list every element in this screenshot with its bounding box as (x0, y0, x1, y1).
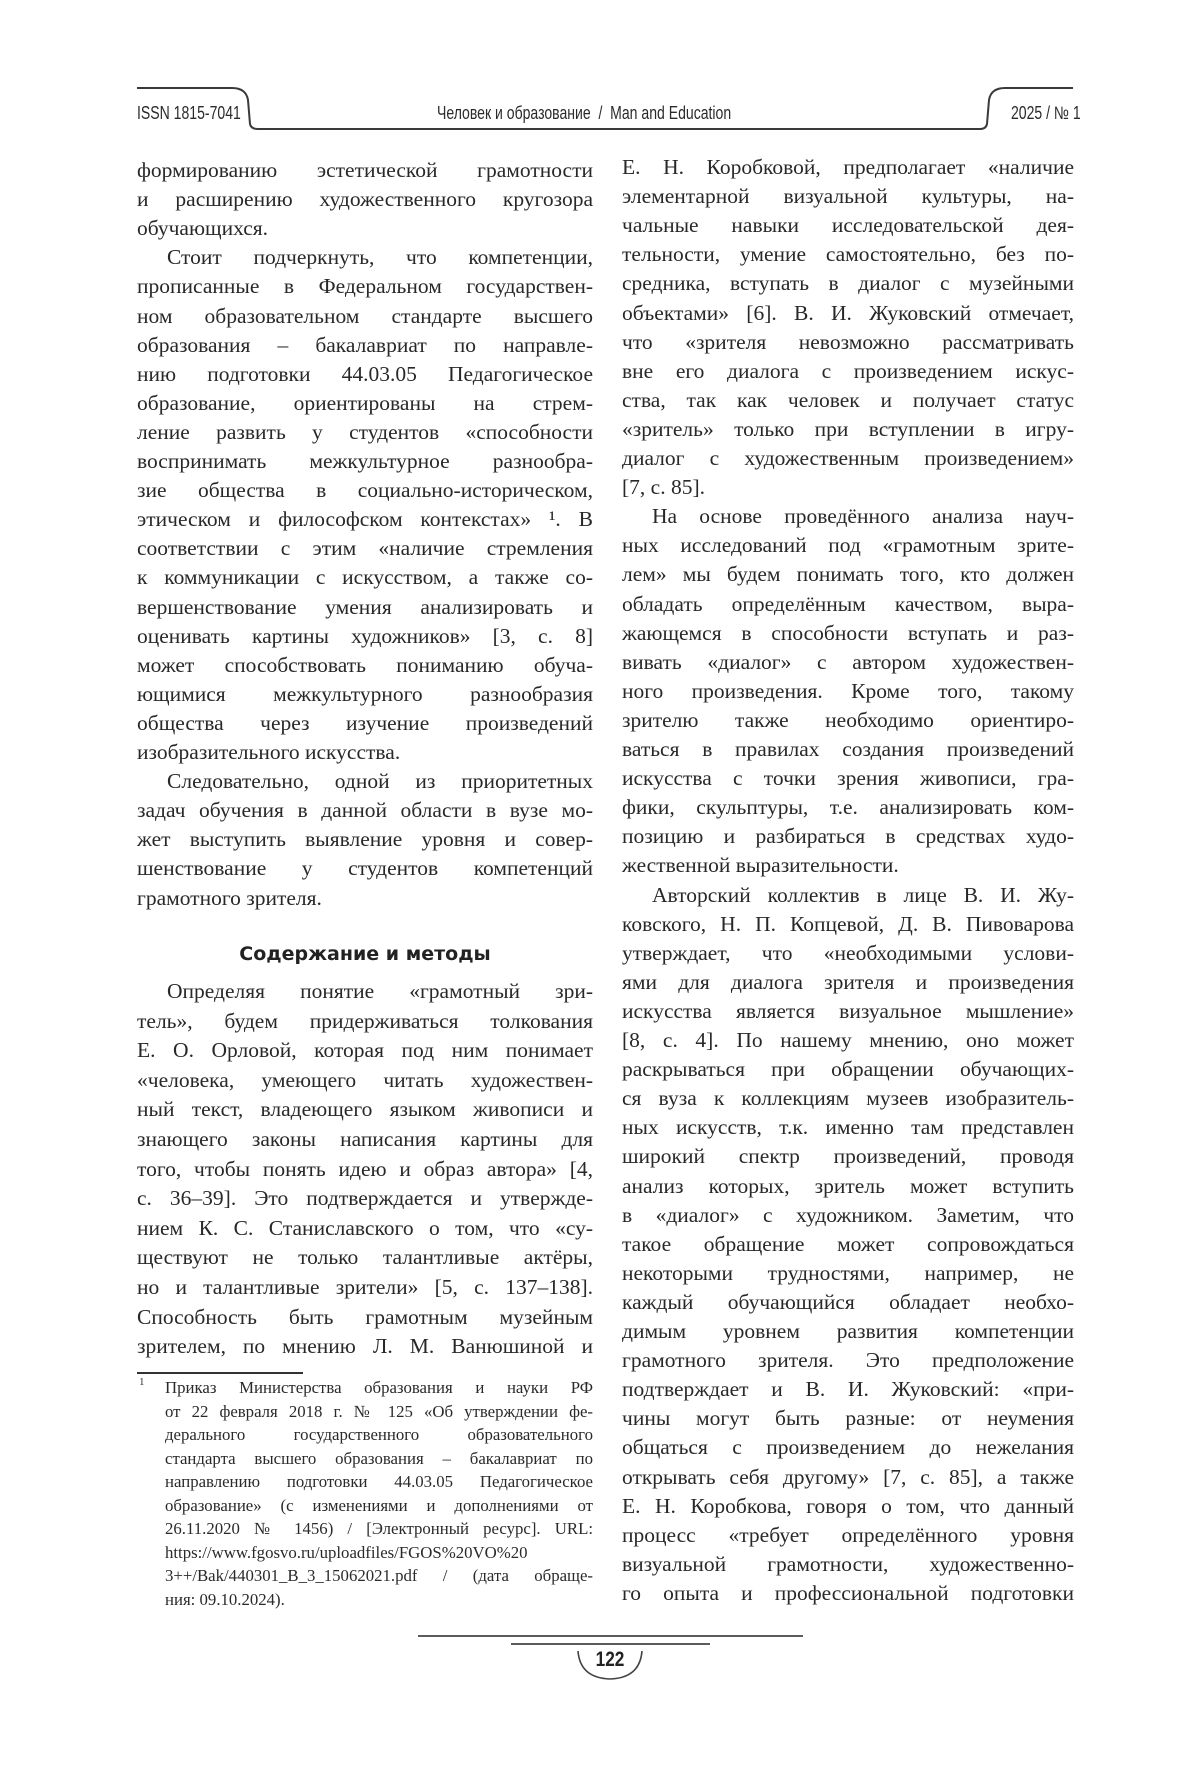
text-line: вне его диалога с произведением искус- (622, 357, 1074, 386)
text-line: ями для диалога зрителя и произведения (622, 968, 1074, 997)
text-line: зрителю также необходимо ориентиро- (622, 706, 1074, 735)
text-line: тель», будем придерживаться толкования (137, 1007, 593, 1036)
text-line: но и талантливые зрители» [5, с. 137–138]. (137, 1273, 593, 1302)
text-line: визуальной грамотности, художественно- (622, 1550, 1074, 1579)
text-line: шенствование у студентов компетенций (137, 854, 593, 883)
text-line: формированию эстетической грамотности (137, 156, 593, 185)
text-line: Определяя понятие «грамотный зри- (167, 977, 593, 1006)
footnote-line: ния: 09.10.2024). (165, 1588, 593, 1611)
text-line: и расширению художественного кругозора (137, 185, 593, 214)
text-line: Авторский коллектив в лице В. И. Жу- (652, 881, 1074, 910)
text-line: широкий спектр произведений, проводя (622, 1142, 1074, 1171)
text-line: чины могут быть разные: от неумения (622, 1404, 1074, 1433)
footnote-line: Приказ Министерства образования и науки РФ (165, 1376, 593, 1399)
text-line: димым уровнем развития компетенции (622, 1317, 1074, 1346)
text-line: с. 36–39]. Это подтверждается и утвержде- (137, 1184, 593, 1213)
text-line: нию подготовки 44.03.05 Педагогическое (137, 360, 593, 389)
text-line: грамотного зрителя. (137, 884, 593, 913)
text-line: изобразительного искусства. (137, 738, 593, 767)
text-line: На основе проведённого анализа науч- (652, 502, 1074, 531)
text-line: Е. Н. Коробковой, предполагает «наличие (622, 153, 1074, 182)
text-line: ного произведения. Кроме того, такому (622, 677, 1074, 706)
text-line: каждый обучающийся обладает необхо- (622, 1288, 1074, 1317)
text-line: [7, с. 85]. (622, 473, 1074, 502)
text-line: ся вуза к коллекциям музеев изобразитель- (622, 1084, 1074, 1113)
text-line: Е. О. Орловой, которая под ним понимает (137, 1036, 593, 1065)
text-line: ный текст, владеющего языком живописи и (137, 1095, 593, 1124)
text-line: вивать «диалог» с автором художествен- (622, 648, 1074, 677)
text-line: образования – бакалавриат по направле- (137, 331, 593, 360)
text-line: ваться в правилах создания произведений (622, 735, 1074, 764)
footnote-marker: 1 (139, 1376, 145, 1388)
footnote-line: образование» (с изменениями и дополнениями от (165, 1494, 593, 1517)
text-line: в «диалог» с художником. Заметим, что (622, 1201, 1074, 1230)
text-line: искусства является визуальное мышление» (622, 997, 1074, 1026)
text-line: «человека, умеющего читать художествен- (137, 1066, 593, 1095)
text-line: ном образовательном стандарте высшего (137, 302, 593, 331)
text-line: «зритель» только при вступлении в игру- (622, 415, 1074, 444)
journal-title: Человек и образование / Man and Education (437, 103, 731, 124)
text-line: обучающихся. (137, 214, 593, 243)
issn: ISSN 1815-7041 (137, 103, 241, 124)
text-line: соответствии с этим «наличие стремления (137, 534, 593, 563)
footnote-line: дерального государственного образовательного (165, 1423, 593, 1446)
text-line: ных искусств, т.к. именно там представлен (622, 1113, 1074, 1142)
text-line: общаться с произведением до нежелания (622, 1433, 1074, 1462)
text-line: ства, так как человек и получает статус (622, 386, 1074, 415)
text-line: такое обращение может сопровождаться (622, 1230, 1074, 1259)
text-line: может способствовать пониманию обуча- (137, 651, 593, 680)
text-line: зие общества в социально-историческом, (137, 476, 593, 505)
section-heading: Содержание и методы (137, 943, 593, 965)
issue-number: 2025 / № 1 (1011, 103, 1081, 124)
text-line: того, чтобы понять идею и образ автора» [4, (137, 1155, 593, 1184)
text-line: процесс «требует определённого уровня (622, 1521, 1074, 1550)
text-line: ление развить у студентов «способности (137, 418, 593, 447)
text-line: ковского, Н. П. Копцевой, Д. В. Пивоварова (622, 910, 1074, 939)
text-line: лем» мы будем понимать того, кто должен (622, 560, 1074, 589)
text-line: диалог с художественным произведением» (622, 444, 1074, 473)
text-line: утверждает, что «необходимыми услови- (622, 939, 1074, 968)
text-line: прописанные в Федеральном государствен- (137, 272, 593, 301)
footnote-line: https://www.fgosvo.ru/uploadfiles/FGOS%20VO%20 (165, 1541, 593, 1564)
text-line: ных исследований под «грамотным зрите- (622, 531, 1074, 560)
text-line: объектами» [6]. В. И. Жуковский отмечает, (622, 299, 1074, 328)
text-line: чальные навыки исследовательской дея- (622, 211, 1074, 240)
footnote-line: от 22 февраля 2018 г. № 125 «Об утверждении фе- (165, 1400, 593, 1423)
text-line: фики, скульптуры, т.е. анализировать ком- (622, 793, 1074, 822)
text-line: средника, вступать в диалог с музейными (622, 269, 1074, 298)
text-line: некоторыми трудностями, например, не (622, 1259, 1074, 1288)
text-line: позицию и разбираться в средствах худо- (622, 822, 1074, 851)
text-line: жественной выразительности. (622, 851, 1074, 880)
text-line: ющимися межкультурного разнообразия (137, 680, 593, 709)
text-line: грамотного зрителя. Это предположение (622, 1346, 1074, 1375)
footnote-line: 3++/Bak/440301_B_3_15062021.pdf / (дата обраще- (165, 1564, 593, 1587)
text-line: ществуют не только талантливые актёры, (137, 1243, 593, 1272)
text-line: воспринимать межкультурное разнообра- (137, 447, 593, 476)
footnote-rule (137, 1372, 303, 1374)
text-line: жет выступить выявление уровня и совер- (137, 825, 593, 854)
text-line: к коммуникации с искусством, а также со- (137, 563, 593, 592)
text-line: элементарной визуальной культуры, на- (622, 182, 1074, 211)
text-line: подтверждает и В. И. Жуковский: «при- (622, 1375, 1074, 1404)
text-line: [8, с. 4]. По нашему мнению, оно может (622, 1026, 1074, 1055)
text-line: искусства с точки зрения живописи, гра- (622, 764, 1074, 793)
text-line: знающего законы написания картины для (137, 1125, 593, 1154)
text-line: вершенствование умения анализировать и (137, 593, 593, 622)
text-line: нием К. С. Станиславского о том, что «су- (137, 1214, 593, 1243)
text-line: Е. Н. Коробкова, говоря о том, что данный (622, 1492, 1074, 1521)
text-line: го опыта и профессиональной подготовки (622, 1579, 1074, 1608)
text-line: раскрываться при обращении обучающих- (622, 1055, 1074, 1084)
text-line: что «зрителя невозможно рассматривать (622, 328, 1074, 357)
text-line: зрителем, по мнению Л. М. Ванюшиной и (137, 1332, 593, 1361)
page-number: 122 (585, 1648, 634, 1672)
text-line: открывать себя другому» [7, с. 85], а также (622, 1463, 1074, 1492)
text-line: анализ которых, зритель может вступить (622, 1172, 1074, 1201)
footnote-line: 26.11.2020 № 1456) / [Электронный ресурс]. URL: (165, 1517, 593, 1540)
text-line: общества через изучение произведений (137, 709, 593, 738)
text-line: жающемся в способности вступать и раз- (622, 619, 1074, 648)
footnote-line: направлению подготовки 44.03.05 Педагогическое (165, 1470, 593, 1493)
text-line: обладать определённым качеством, выра- (622, 590, 1074, 619)
text-line: оценивать картины художников» [3, с. 8] (137, 622, 593, 651)
text-line: Стоит подчеркнуть, что компетенции, (167, 243, 593, 272)
footnote-line: стандарта высшего образования – бакалавриат по (165, 1447, 593, 1470)
text-line: Способность быть грамотным музейным (137, 1303, 593, 1332)
text-line: образование, ориентированы на стрем- (137, 389, 593, 418)
text-line: задач обучения в данной области в вузе мо- (137, 796, 593, 825)
text-line: Следовательно, одной из приоритетных (167, 767, 593, 796)
text-line: этическом и философском контекстах» ¹. В (137, 505, 593, 534)
text-line: тельности, умение самостоятельно, без по- (622, 240, 1074, 269)
